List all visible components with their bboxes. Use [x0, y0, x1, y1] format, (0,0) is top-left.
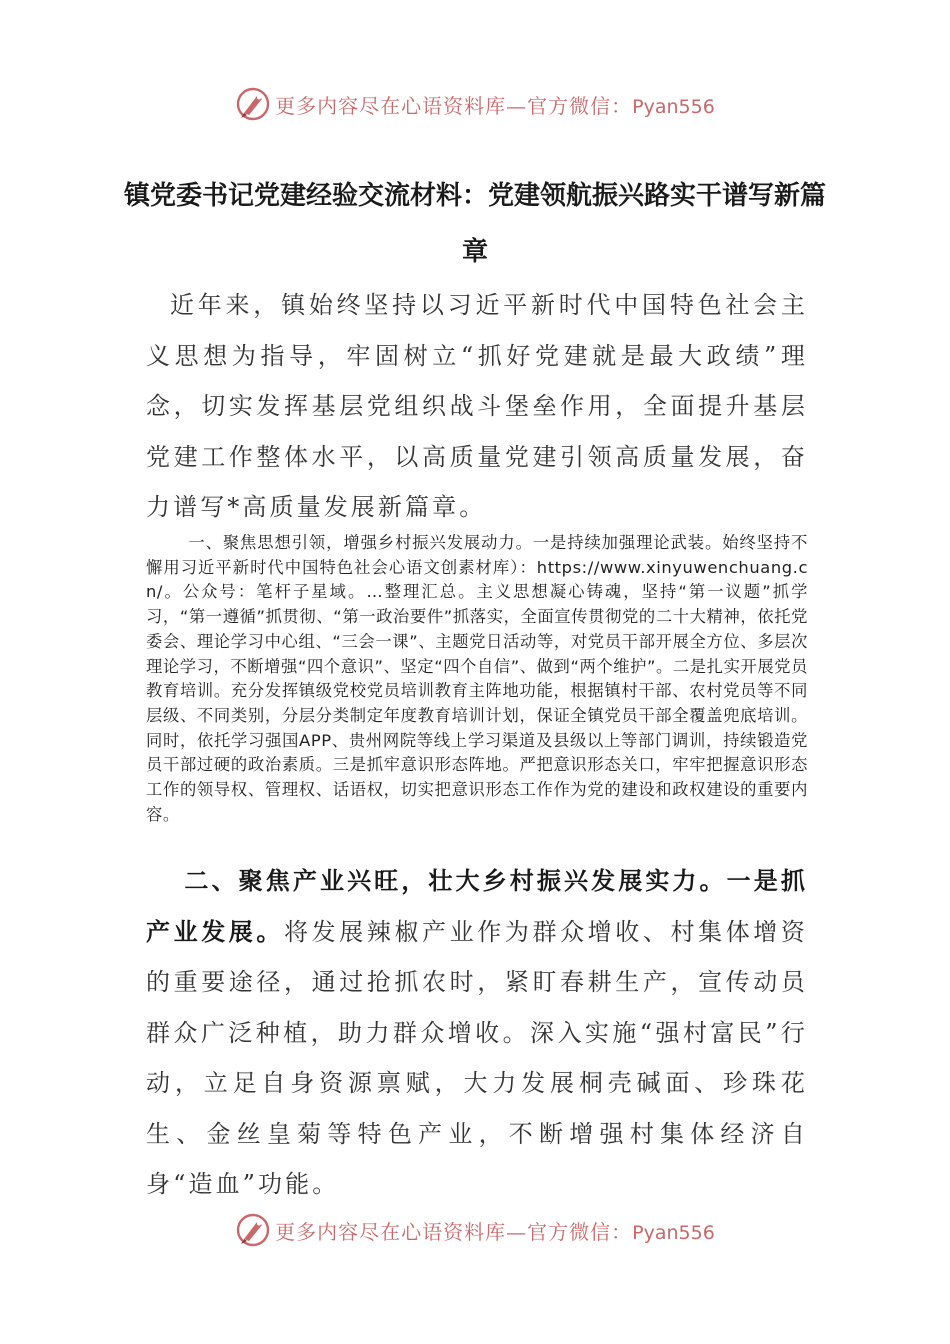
section1-paragraph: 一、聚焦思想引领，增强乡村振兴发展动力。一是持续加强理论武装。始终坚持不懈用习近平新时代中国特色社会心语文创素材库）：https://www.xinyuwenchuang.cn/。公众号：笔杆子星域。…整理汇总。主义思想凝心铸魂，坚持“第一议题”抓学习，“第一遵循”抓贯彻、“第一政治要件”抓落实，全面宣传贯彻党的二十大精神，依托党委会、理论学习中心组、“三会一课”、主题党日活动等，对党员干部开展全方位、多层次理论学习，不断增强“四个意识”、坚定“四个自信”、做到“两个维护”。二是扎实开展党员教育培训。充分发挥镇级党校党员培训教育主阵地功能，根据镇村干部、农村党员等不同层级、不同类别，分层分类制定年度教育培训计划，保证全镇党员干部全覆盖兜底培训。同时，依托学习强国APP、贵州网院等线上学习渠道及县级以上等部门调训，持续锻造党员干部过硬的政治素质。三是抓牢意识形态阵地。严把意识形态关口，牢牢把握意识形态工作的领导权、管理权、话语权，切实把意识形态工作作为党的建设和政权建设的重要内容。 [146, 533, 808, 824]
header-banner-text [275, 90, 715, 119]
section2-body: 将发展辣椒产业作为群众增收、村集体增资的重要途径，通过抢抓农时，紧盯春耕生产，宣传动员群众广泛种植，助力群众增收。深入实施“强村富民”行动，立足自身资源禀赋，大力发展桐壳碱面、珍珠花生、金丝皇菊等特色产业，不断增强村集体经济自身“造血”功能。 [146, 917, 809, 1198]
footer-banner-contact-id: Pyan556 [632, 1221, 715, 1244]
pen-logo-icon [235, 86, 271, 122]
section2-lead: 二、聚焦产业兴旺，壮大乡村振兴发展实力。一是抓产业发展。 [146, 866, 808, 946]
footer-banner-separator: — [506, 1219, 528, 1244]
header-banner [0, 82, 950, 126]
footer-banner-text [275, 1216, 715, 1245]
document-title: 镇党委书记党建经验交流材料：党建领航振兴路实干谱写新篇章 [123, 181, 826, 267]
header-banner-contact-id: Pyan556 [632, 95, 715, 118]
intro-paragraph: 近年来，镇始终坚持以习近平新时代中国特色社会主义思想为指导，牢固树立“抓好党建就是最大政绩”理念，切实发挥基层党组织战斗堡垒作用，全面提升基层党建工作整体水平，以高质量党建引领高质量发展，奋力谱写*高质量发展新篇章。 [146, 291, 808, 521]
pen-logo-icon [235, 1212, 271, 1248]
header-banner-slogan: 更多内容尽在心语资料库 [275, 93, 507, 118]
footer-banner-contact-label: 官方微信： [527, 1219, 633, 1244]
header-banner-separator: — [506, 93, 528, 118]
footer-banner-slogan: 更多内容尽在心语资料库 [275, 1219, 507, 1244]
section2-paragraph [146, 856, 808, 1210]
footer-banner [0, 1208, 950, 1252]
header-banner-contact-label: 官方微信： [527, 93, 633, 118]
